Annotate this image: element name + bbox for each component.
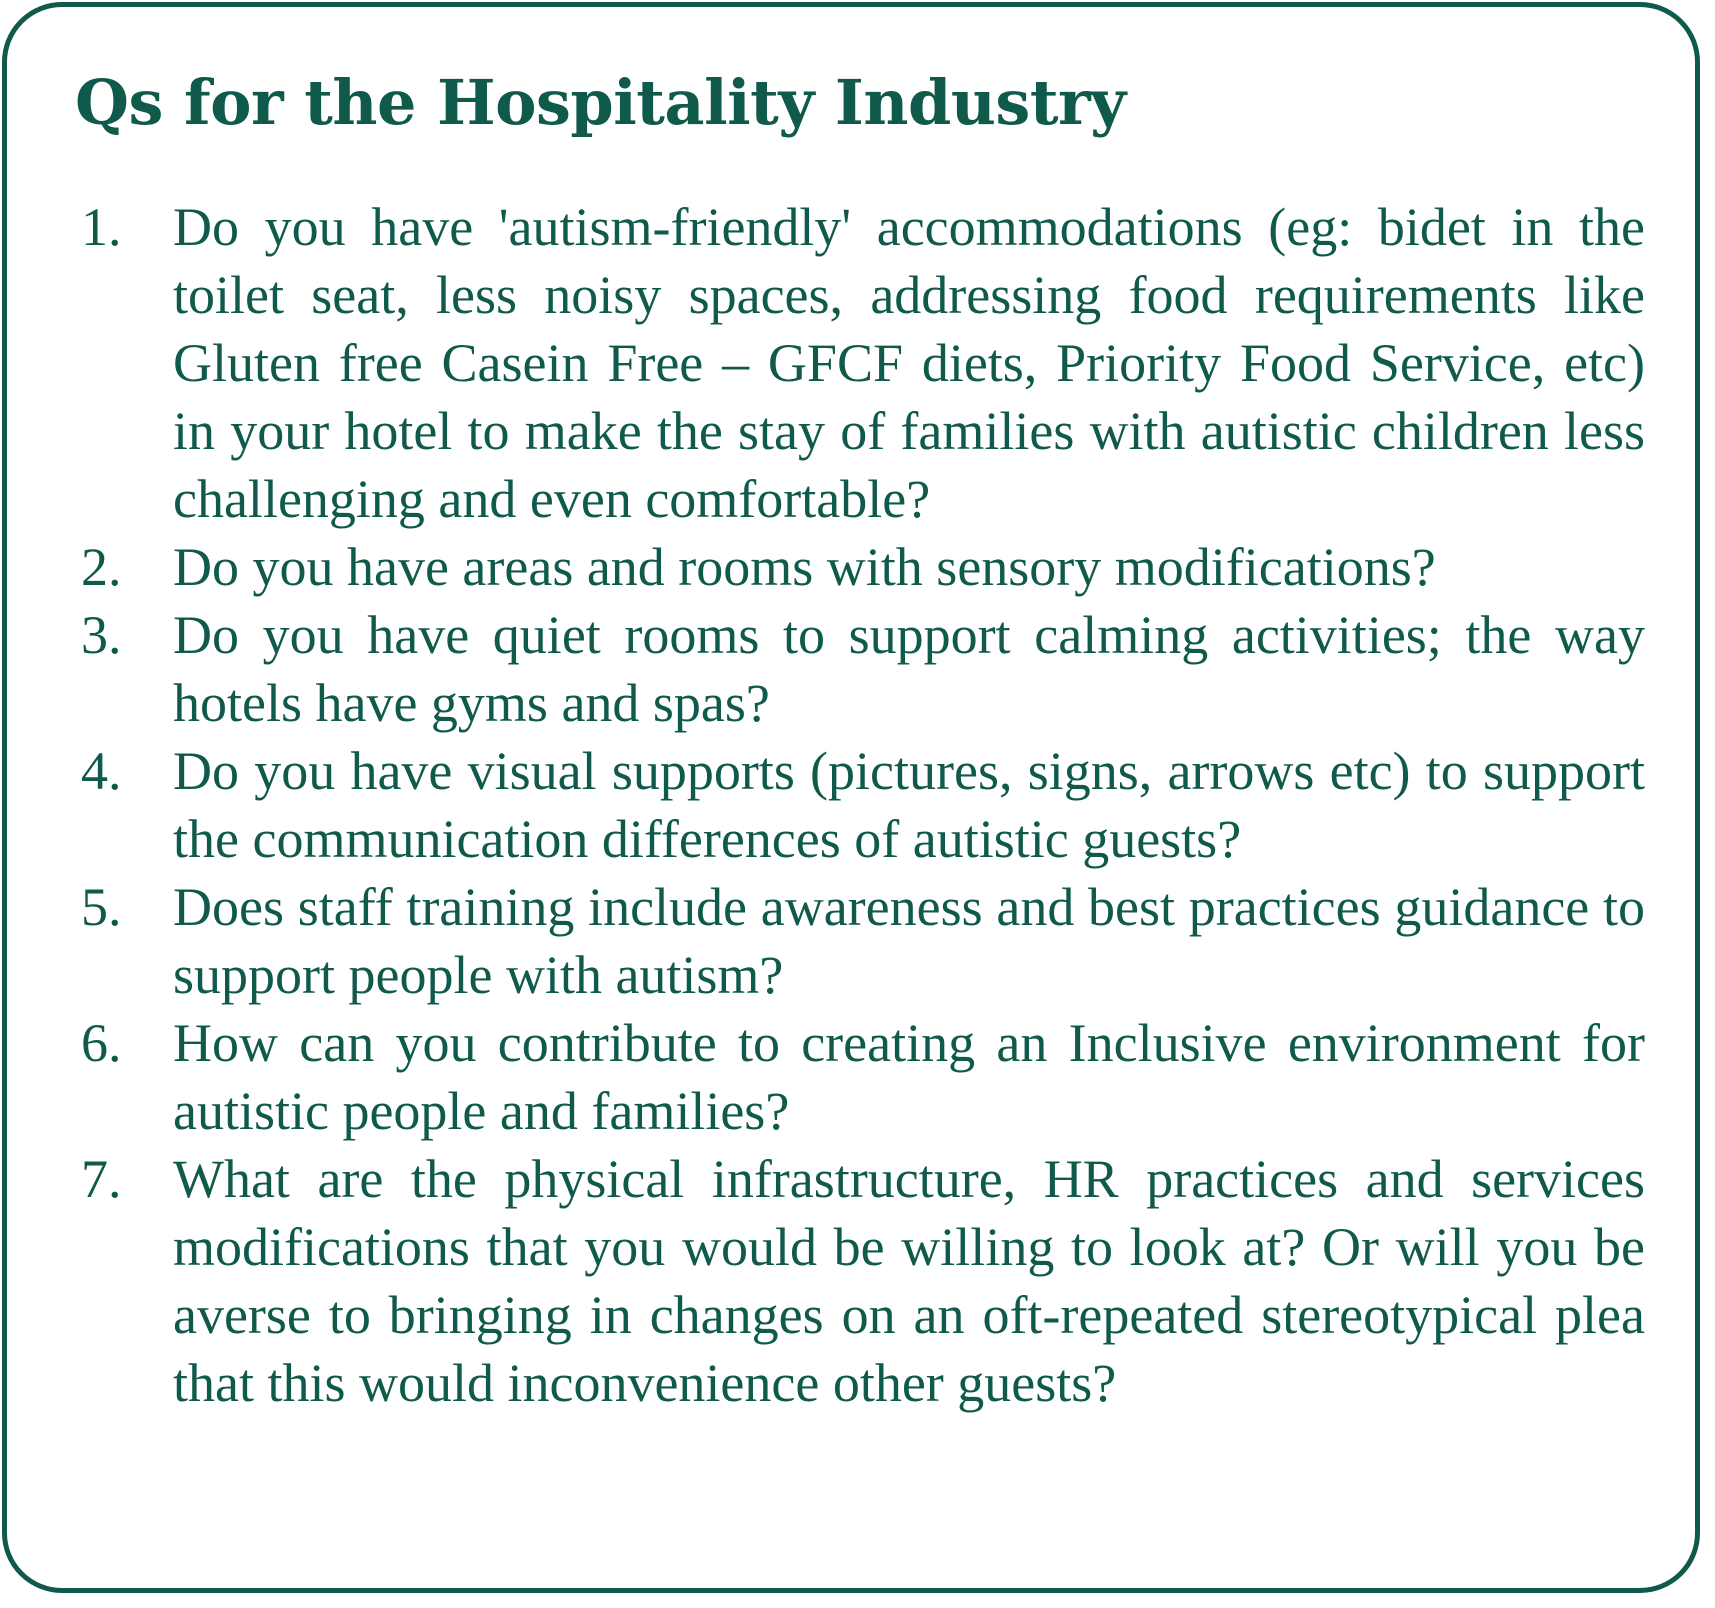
question-text: Do you have quiet rooms to support calming activities; the way hotels have gyms and spas? — [173, 605, 1645, 733]
questions-panel — [2, 2, 1700, 1593]
question-number: 5. — [81, 877, 122, 937]
question-text: Does staff training include awareness and best practices guidance to support people with autism? — [173, 877, 1645, 1005]
question-number: 6. — [81, 1013, 122, 1073]
question-number: 2. — [81, 537, 122, 597]
question-item-2 — [7, 533, 1645, 601]
question-number: 1. — [81, 197, 122, 257]
question-list — [7, 193, 1645, 1417]
question-item-1 — [7, 193, 1645, 533]
question-text: How can you contribute to creating an Inclusive environment for autistic people and families? — [173, 1013, 1645, 1141]
question-item-3 — [7, 601, 1645, 737]
question-item-7 — [7, 1145, 1645, 1417]
question-text: Do you have 'autism-friendly' accommodations (eg: bidet in the toilet seat, less noisy spaces, addressing food requirements like Gluten free Casein Free – GFCF diets, Priority Food Service, etc) in your hotel to make the stay of families with autistic children less challenging and even comfortable? — [173, 197, 1645, 529]
question-item-6 — [7, 1009, 1645, 1145]
question-text: Do you have visual supports (pictures, signs, arrows etc) to support the communication differences of autistic guests? — [173, 741, 1645, 869]
question-item-4 — [7, 737, 1645, 873]
page-title: Qs for the Hospitality Industry — [75, 66, 1126, 139]
question-text: Do you have areas and rooms with sensory modifications? — [173, 537, 1436, 597]
question-number: 4. — [81, 741, 122, 801]
question-number: 3. — [81, 605, 122, 665]
question-item-5 — [7, 873, 1645, 1009]
question-number: 7. — [81, 1149, 122, 1209]
question-text: What are the physical infrastructure, HR practices and services modifications that you would be willing to look at? Or will you be averse to bringing in changes on an oft-repeated stereotypical plea that this would inconvenience other guests? — [173, 1149, 1645, 1413]
